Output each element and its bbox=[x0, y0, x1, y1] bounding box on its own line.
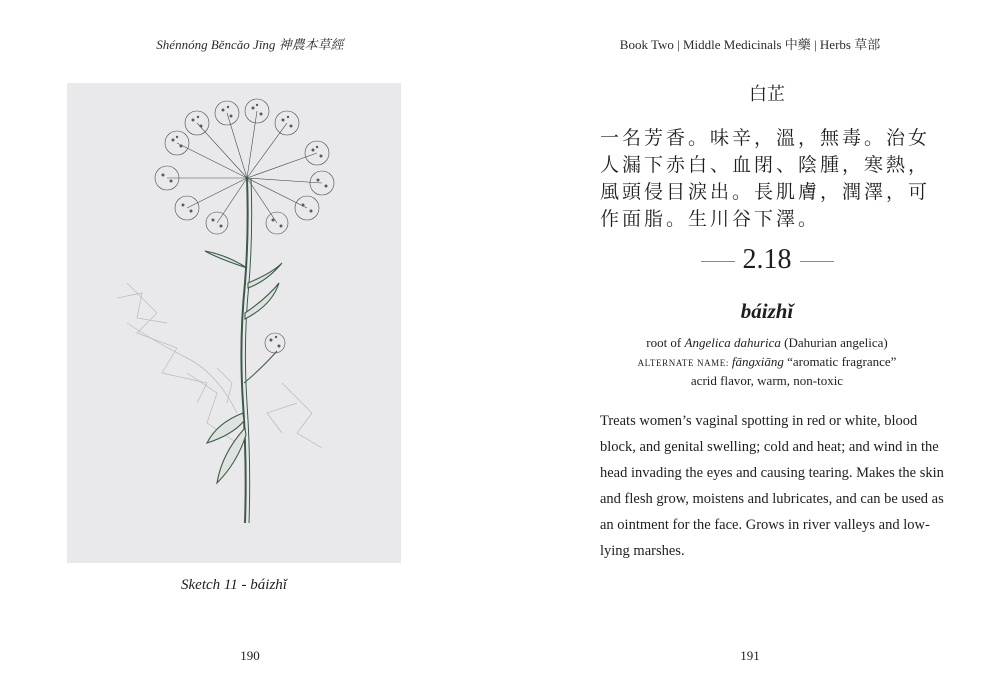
herb-properties: acrid flavor, warm, non-toxic bbox=[690, 373, 844, 388]
botanical-sketch bbox=[67, 83, 401, 563]
alternate-label: ALTERNATE NAME: bbox=[637, 358, 732, 368]
sketch-caption: Sketch 11 - báizhǐ bbox=[181, 577, 287, 593]
entry-number bbox=[500, 244, 1000, 276]
alternate-name bbox=[500, 354, 1000, 370]
botanical-source bbox=[500, 335, 1000, 351]
running-head-left: Shénnóng Běncǎo Jīng 神農本草經 bbox=[156, 37, 344, 52]
latin-name: Angelica dahurica bbox=[684, 335, 781, 350]
common-name: (Dahurian angelica) bbox=[780, 335, 888, 350]
chinese-classical-text: 一名芳香。味辛，溫，無毒。治女人漏下赤白、血閉、陰腫，寒熱，風頭侵目淚出。長肌膚，潤澤，可作面脂。生川谷下澤。 bbox=[600, 127, 931, 230]
alternate-pinyin: fāngxiāng bbox=[731, 354, 784, 369]
root-prefix: root of bbox=[646, 335, 685, 350]
rule-right bbox=[800, 261, 834, 262]
entry-number-text: 2.18 bbox=[742, 244, 792, 275]
chinese-herb-title: 白芷 bbox=[749, 84, 785, 105]
alternate-gloss: “aromatic fragrance” bbox=[783, 354, 897, 369]
rule-left bbox=[701, 261, 735, 262]
english-translation: Treats women’s vaginal spotting in red or white, blood block, and genital swelling; cold and heat; and wind in the head invading the eyes and causing tearing. Makes the skin and flesh grow, moistens and lubricates, and can be used as an ointment for the face. Grows in river valleys and low-lying marshes. bbox=[600, 413, 944, 559]
running-head-right: Book Two | Middle Medicinals 中藥 | Herbs 草部 bbox=[619, 37, 881, 52]
page-number-right: 191 bbox=[740, 648, 760, 663]
herb-pinyin: báizhǐ bbox=[740, 299, 794, 323]
page-number-left: 190 bbox=[240, 648, 260, 663]
right-page bbox=[500, 0, 1000, 700]
angelica-sketch-illustration bbox=[67, 83, 401, 563]
